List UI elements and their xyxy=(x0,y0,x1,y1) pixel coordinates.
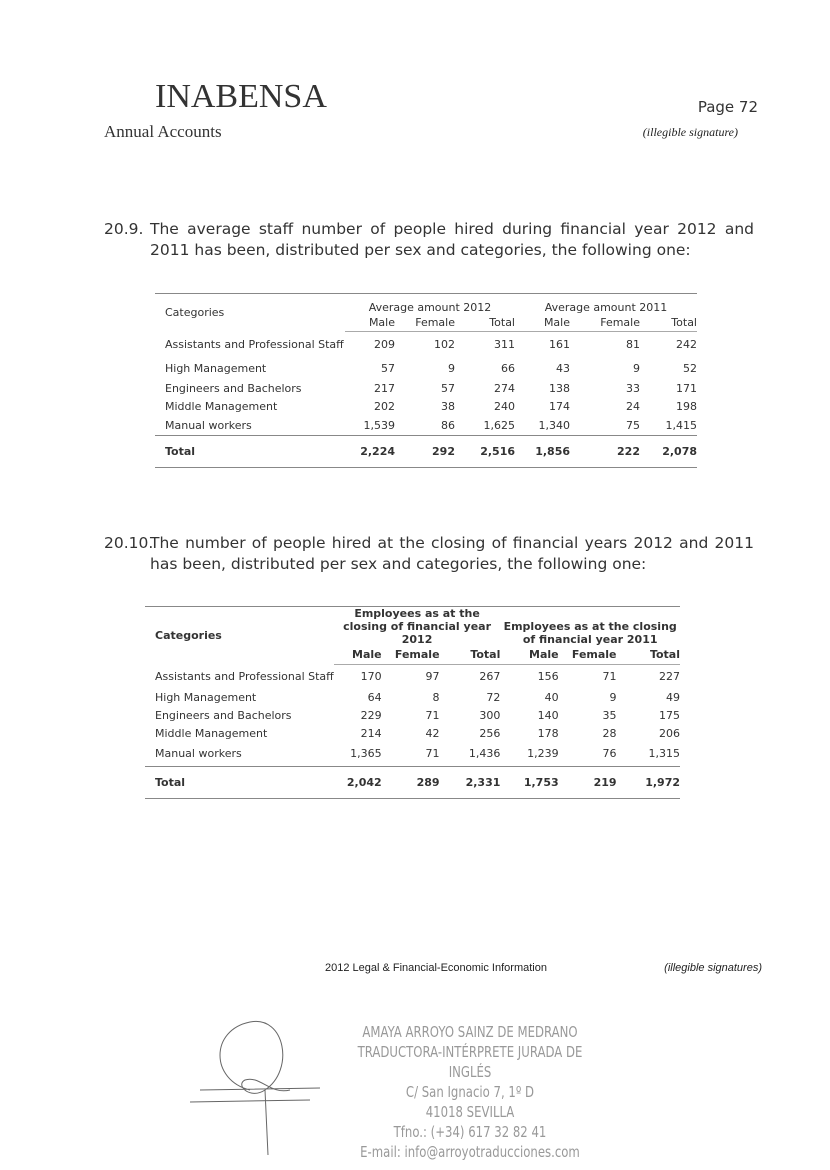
section-number: 20.10. xyxy=(104,534,154,552)
section-20-10 xyxy=(104,533,754,575)
table-row xyxy=(145,688,680,706)
company-logo: INABENSA xyxy=(155,78,327,115)
section-text: The number of people hired at the closing of financial years 2012 and 2011 has been, distributed per sex and categories, the following one: xyxy=(150,534,754,573)
category-cell: Assistants and Professional Staff xyxy=(155,669,334,683)
value-cell: 38 xyxy=(441,400,455,413)
value-cell: 9 xyxy=(609,690,617,704)
stamp-line: E-mail: info@arroyotraducciones.com xyxy=(360,1143,580,1161)
average-staff-table xyxy=(155,293,697,468)
total-cell: 1,753 xyxy=(500,766,558,798)
value-cell: 138 xyxy=(549,382,570,395)
value-cell: 240 xyxy=(494,400,515,413)
value-cell: 170 xyxy=(360,669,382,683)
value-cell: 175 xyxy=(659,708,680,722)
category-cell: Assistants and Professional Staff xyxy=(165,338,344,351)
total-cell: 2,042 xyxy=(334,766,382,798)
column-header: Total xyxy=(640,314,697,332)
footer-signatures: (illegible signatures) xyxy=(664,962,762,974)
value-cell: 28 xyxy=(602,726,617,740)
value-cell: 1,436 xyxy=(468,747,501,761)
total-row xyxy=(145,766,680,798)
column-header: Female xyxy=(395,314,455,332)
value-cell: 81 xyxy=(626,338,640,352)
page-number: Page 72 xyxy=(697,98,758,116)
value-cell: 300 xyxy=(479,708,501,722)
total-cell: 2,331 xyxy=(440,766,501,798)
value-cell: 256 xyxy=(479,726,501,740)
value-cell: 178 xyxy=(537,726,559,740)
value-cell: 229 xyxy=(360,708,382,722)
value-cell: 274 xyxy=(494,382,515,395)
value-cell: 311 xyxy=(494,338,515,352)
value-cell: 206 xyxy=(659,726,680,740)
value-cell: 161 xyxy=(549,338,570,352)
value-cell: 86 xyxy=(441,418,455,432)
group-header-2011: Employees as at the closing of financial year 2011 xyxy=(503,620,677,646)
categories-header: Categories xyxy=(165,306,225,320)
total-row xyxy=(155,436,697,468)
table-row xyxy=(145,742,680,766)
group-header-2012: Average amount 2012 xyxy=(368,300,492,314)
value-cell: 8 xyxy=(432,690,440,704)
value-cell: 72 xyxy=(486,690,501,704)
value-cell: 97 xyxy=(425,669,440,683)
table-row xyxy=(155,332,697,358)
total-label: Total xyxy=(155,436,345,468)
value-cell: 24 xyxy=(626,400,640,413)
value-cell: 71 xyxy=(425,747,440,761)
table-row xyxy=(145,664,680,688)
category-cell: High Management xyxy=(165,362,267,375)
value-cell: 1,315 xyxy=(648,747,680,761)
category-cell: Middle Management xyxy=(165,400,278,413)
stamp-line: C/ San Ignacio 7, 1º D xyxy=(405,1083,535,1101)
column-header: Male xyxy=(515,314,570,332)
value-cell: 1,415 xyxy=(665,418,697,432)
value-cell: 66 xyxy=(501,362,515,375)
category-cell: Manual workers xyxy=(155,747,242,761)
footer-text: 2012 Legal & Financial-Economic Information xyxy=(325,962,547,974)
category-cell: High Management xyxy=(155,690,257,704)
value-cell: 227 xyxy=(659,669,680,683)
value-cell: 214 xyxy=(360,726,382,740)
column-header: Male xyxy=(500,646,558,664)
value-cell: 75 xyxy=(626,418,640,432)
section-text: The average staff number of people hired during financial year 2012 and 2011 has been, distributed per sex and categories, the following one: xyxy=(150,220,754,259)
category-cell: Manual workers xyxy=(165,418,252,432)
stamp-line: Tfno.: (+34) 617 32 82 41 xyxy=(393,1123,547,1141)
value-cell: 1,365 xyxy=(350,747,382,761)
total-cell: 219 xyxy=(559,766,617,798)
value-cell: 57 xyxy=(381,362,395,375)
handwritten-signature xyxy=(190,1010,330,1160)
value-cell: 242 xyxy=(676,338,697,352)
value-cell: 1,625 xyxy=(483,418,515,432)
table-row xyxy=(145,706,680,724)
value-cell: 156 xyxy=(537,669,559,683)
value-cell: 33 xyxy=(626,382,640,395)
total-label: Total xyxy=(145,766,334,798)
value-cell: 9 xyxy=(633,362,640,375)
value-cell: 267 xyxy=(479,669,501,683)
signature-note: (illegible signature) xyxy=(642,125,738,139)
closing-staff-table xyxy=(145,606,680,799)
translator-stamp xyxy=(353,1022,587,1162)
value-cell: 43 xyxy=(556,362,570,375)
value-cell: 198 xyxy=(676,400,697,413)
value-cell: 64 xyxy=(367,690,382,704)
value-cell: 42 xyxy=(425,726,440,740)
table-row xyxy=(155,398,697,416)
table-row xyxy=(155,358,697,380)
table-row xyxy=(155,416,697,436)
value-cell: 174 xyxy=(549,400,570,413)
column-header: Female xyxy=(559,646,617,664)
category-cell: Engineers and Bachelors xyxy=(165,382,302,395)
value-cell: 217 xyxy=(374,382,395,395)
column-header: Total xyxy=(455,314,515,332)
table-row xyxy=(155,380,697,398)
section-number: 20.9. xyxy=(104,220,144,238)
categories-header: Categories xyxy=(155,629,222,642)
value-cell: 35 xyxy=(602,708,617,722)
value-cell: 9 xyxy=(448,362,455,375)
value-cell: 57 xyxy=(441,382,455,395)
category-cell: Middle Management xyxy=(155,726,268,740)
total-cell: 289 xyxy=(382,766,440,798)
total-cell: 292 xyxy=(395,436,455,468)
column-header: Female xyxy=(382,646,440,664)
column-header: Total xyxy=(617,646,680,664)
group-header-2011: Average amount 2011 xyxy=(544,300,668,314)
value-cell: 52 xyxy=(683,362,697,375)
column-header: Female xyxy=(570,314,640,332)
total-cell: 2,078 xyxy=(640,436,697,468)
value-cell: 102 xyxy=(434,338,455,352)
total-cell: 2,516 xyxy=(455,436,515,468)
total-cell: 1,972 xyxy=(617,766,680,798)
document-subtitle: Annual Accounts xyxy=(104,122,222,141)
value-cell: 1,340 xyxy=(538,418,570,432)
value-cell: 1,539 xyxy=(363,418,395,432)
value-cell: 209 xyxy=(374,338,395,352)
column-header: Male xyxy=(334,646,382,664)
column-header: Total xyxy=(440,646,501,664)
stamp-line: AMAYA ARROYO SAINZ DE MEDRANO xyxy=(362,1023,578,1041)
table-row xyxy=(145,724,680,742)
total-cell: 222 xyxy=(570,436,640,468)
value-cell: 40 xyxy=(544,690,559,704)
column-header: Male xyxy=(345,314,395,332)
section-20-9 xyxy=(104,219,754,261)
value-cell: 71 xyxy=(602,669,617,683)
value-cell: 171 xyxy=(676,382,697,395)
value-cell: 140 xyxy=(537,708,559,722)
group-header-2012: Employees as at the closing of financial year 2012 xyxy=(343,607,492,646)
stamp-line: TRADUCTORA-INTÉRPRETE JURADA DE INGLÉS xyxy=(357,1043,583,1081)
value-cell: 1,239 xyxy=(527,747,559,761)
total-cell: 1,856 xyxy=(515,436,570,468)
value-cell: 71 xyxy=(425,708,440,722)
value-cell: 76 xyxy=(602,747,617,761)
total-cell: 2,224 xyxy=(345,436,395,468)
category-cell: Engineers and Bachelors xyxy=(155,708,292,722)
stamp-line: 41018 SEVILLA xyxy=(425,1103,515,1121)
value-cell: 49 xyxy=(666,690,680,704)
value-cell: 202 xyxy=(374,400,395,413)
